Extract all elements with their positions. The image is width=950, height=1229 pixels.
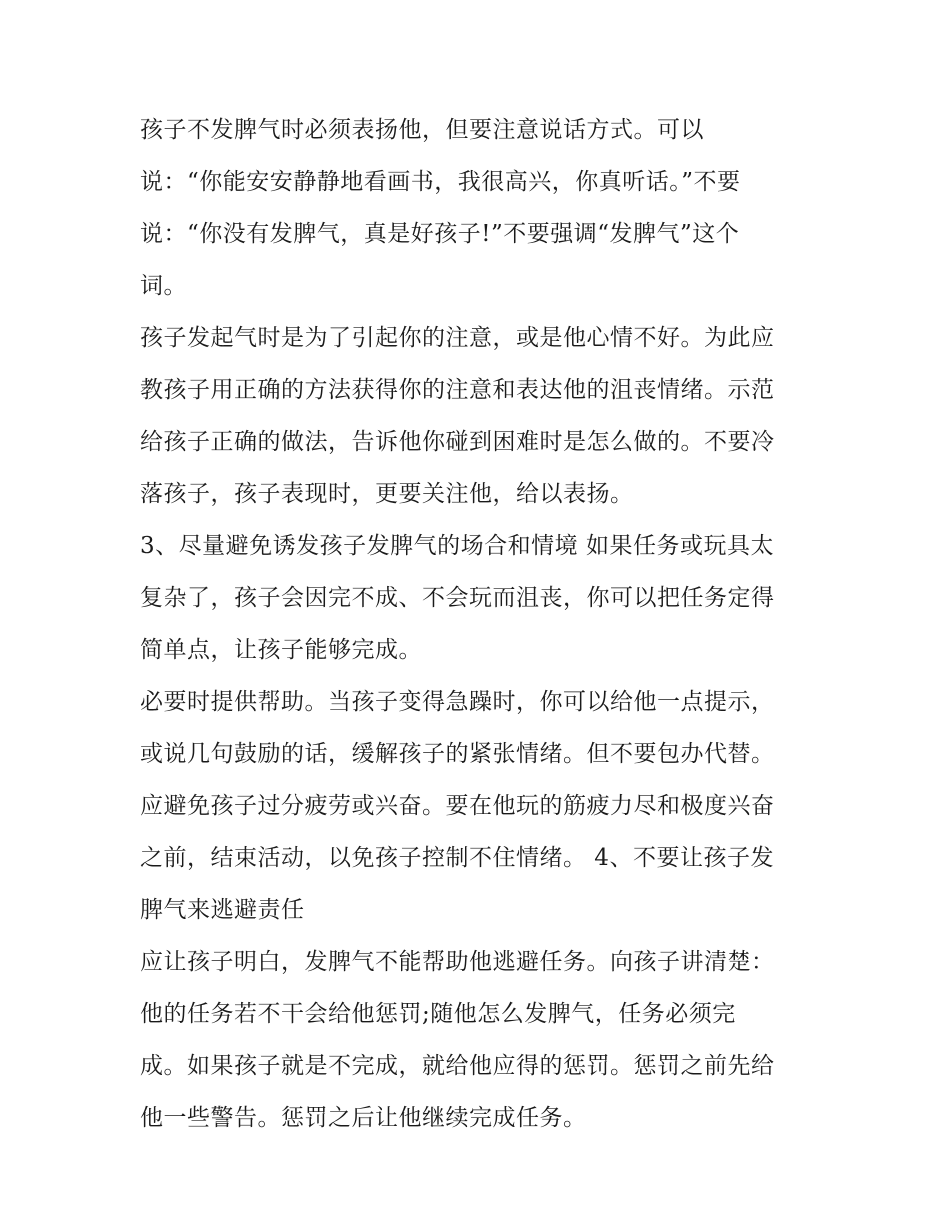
text-line: 复杂了，孩子会因完不成、不会玩而沮丧，你可以把任务定得 — [140, 585, 775, 611]
text-line: 落孩子，孩子表现时，更要关注他，给以表扬。 — [140, 481, 634, 507]
text-line: 说：“你能安安静静地看画书，我很高兴，你真听话。”不要 — [140, 169, 741, 195]
paragraph-praise — [140, 104, 815, 312]
text-line: 给孩子正确的做法，告诉他你碰到困难时是怎么做的。不要冷 — [140, 429, 775, 455]
text-line: 应避免孩子过分疲劳或兴奋。要在他玩的筋疲力尽和极度兴奋 — [140, 793, 775, 819]
text-line: 之前，结束活动，以免孩子控制不住情绪。 4、不要让孩子发 — [140, 845, 774, 871]
text-line: 或说几句鼓励的话，缓解孩子的紧张情绪。但不要包办代替。 — [140, 741, 775, 767]
text-line: 他一些警告。惩罚之后让他继续完成任务。 — [140, 1105, 587, 1131]
text-line: 必要时提供帮助。当孩子变得急躁时，你可以给他一点提示， — [140, 689, 775, 715]
paragraph-attention — [140, 312, 815, 520]
text-line: 脾气来逃避责任 — [140, 897, 305, 923]
paragraph-help — [140, 676, 815, 936]
text-line: 教孩子用正确的方法获得你的注意和表达他的沮丧情绪。示范 — [140, 377, 775, 403]
text-line: 说：“你没有发脾气，真是好孩子!”不要强调“发脾气”这个 — [140, 221, 740, 247]
paragraph-responsibility — [140, 936, 815, 1144]
document-body — [140, 104, 815, 1144]
paragraph-avoid-triggers — [140, 520, 815, 676]
text-line: 3、尽量避免诱发孩子发脾气的场合和情境 如果任务或玩具太 — [140, 533, 774, 559]
text-line: 孩子不发脾气时必须表扬他，但要注意说话方式。可以 — [140, 117, 704, 143]
text-line: 应让孩子明白，发脾气不能帮助他逃避任务。向孩子讲清楚： — [140, 949, 775, 975]
text-line: 他的任务若不干会给他惩罚;随他怎么发脾气，任务必须完 — [140, 1001, 736, 1027]
text-line: 孩子发起气时是为了引起你的注意，或是他心情不好。为此应 — [140, 325, 775, 351]
text-line: 词。 — [140, 273, 187, 299]
text-line: 成。如果孩子就是不完成，就给他应得的惩罚。惩罚之前先给 — [140, 1053, 775, 1079]
text-line: 简单点，让孩子能够完成。 — [140, 637, 422, 663]
